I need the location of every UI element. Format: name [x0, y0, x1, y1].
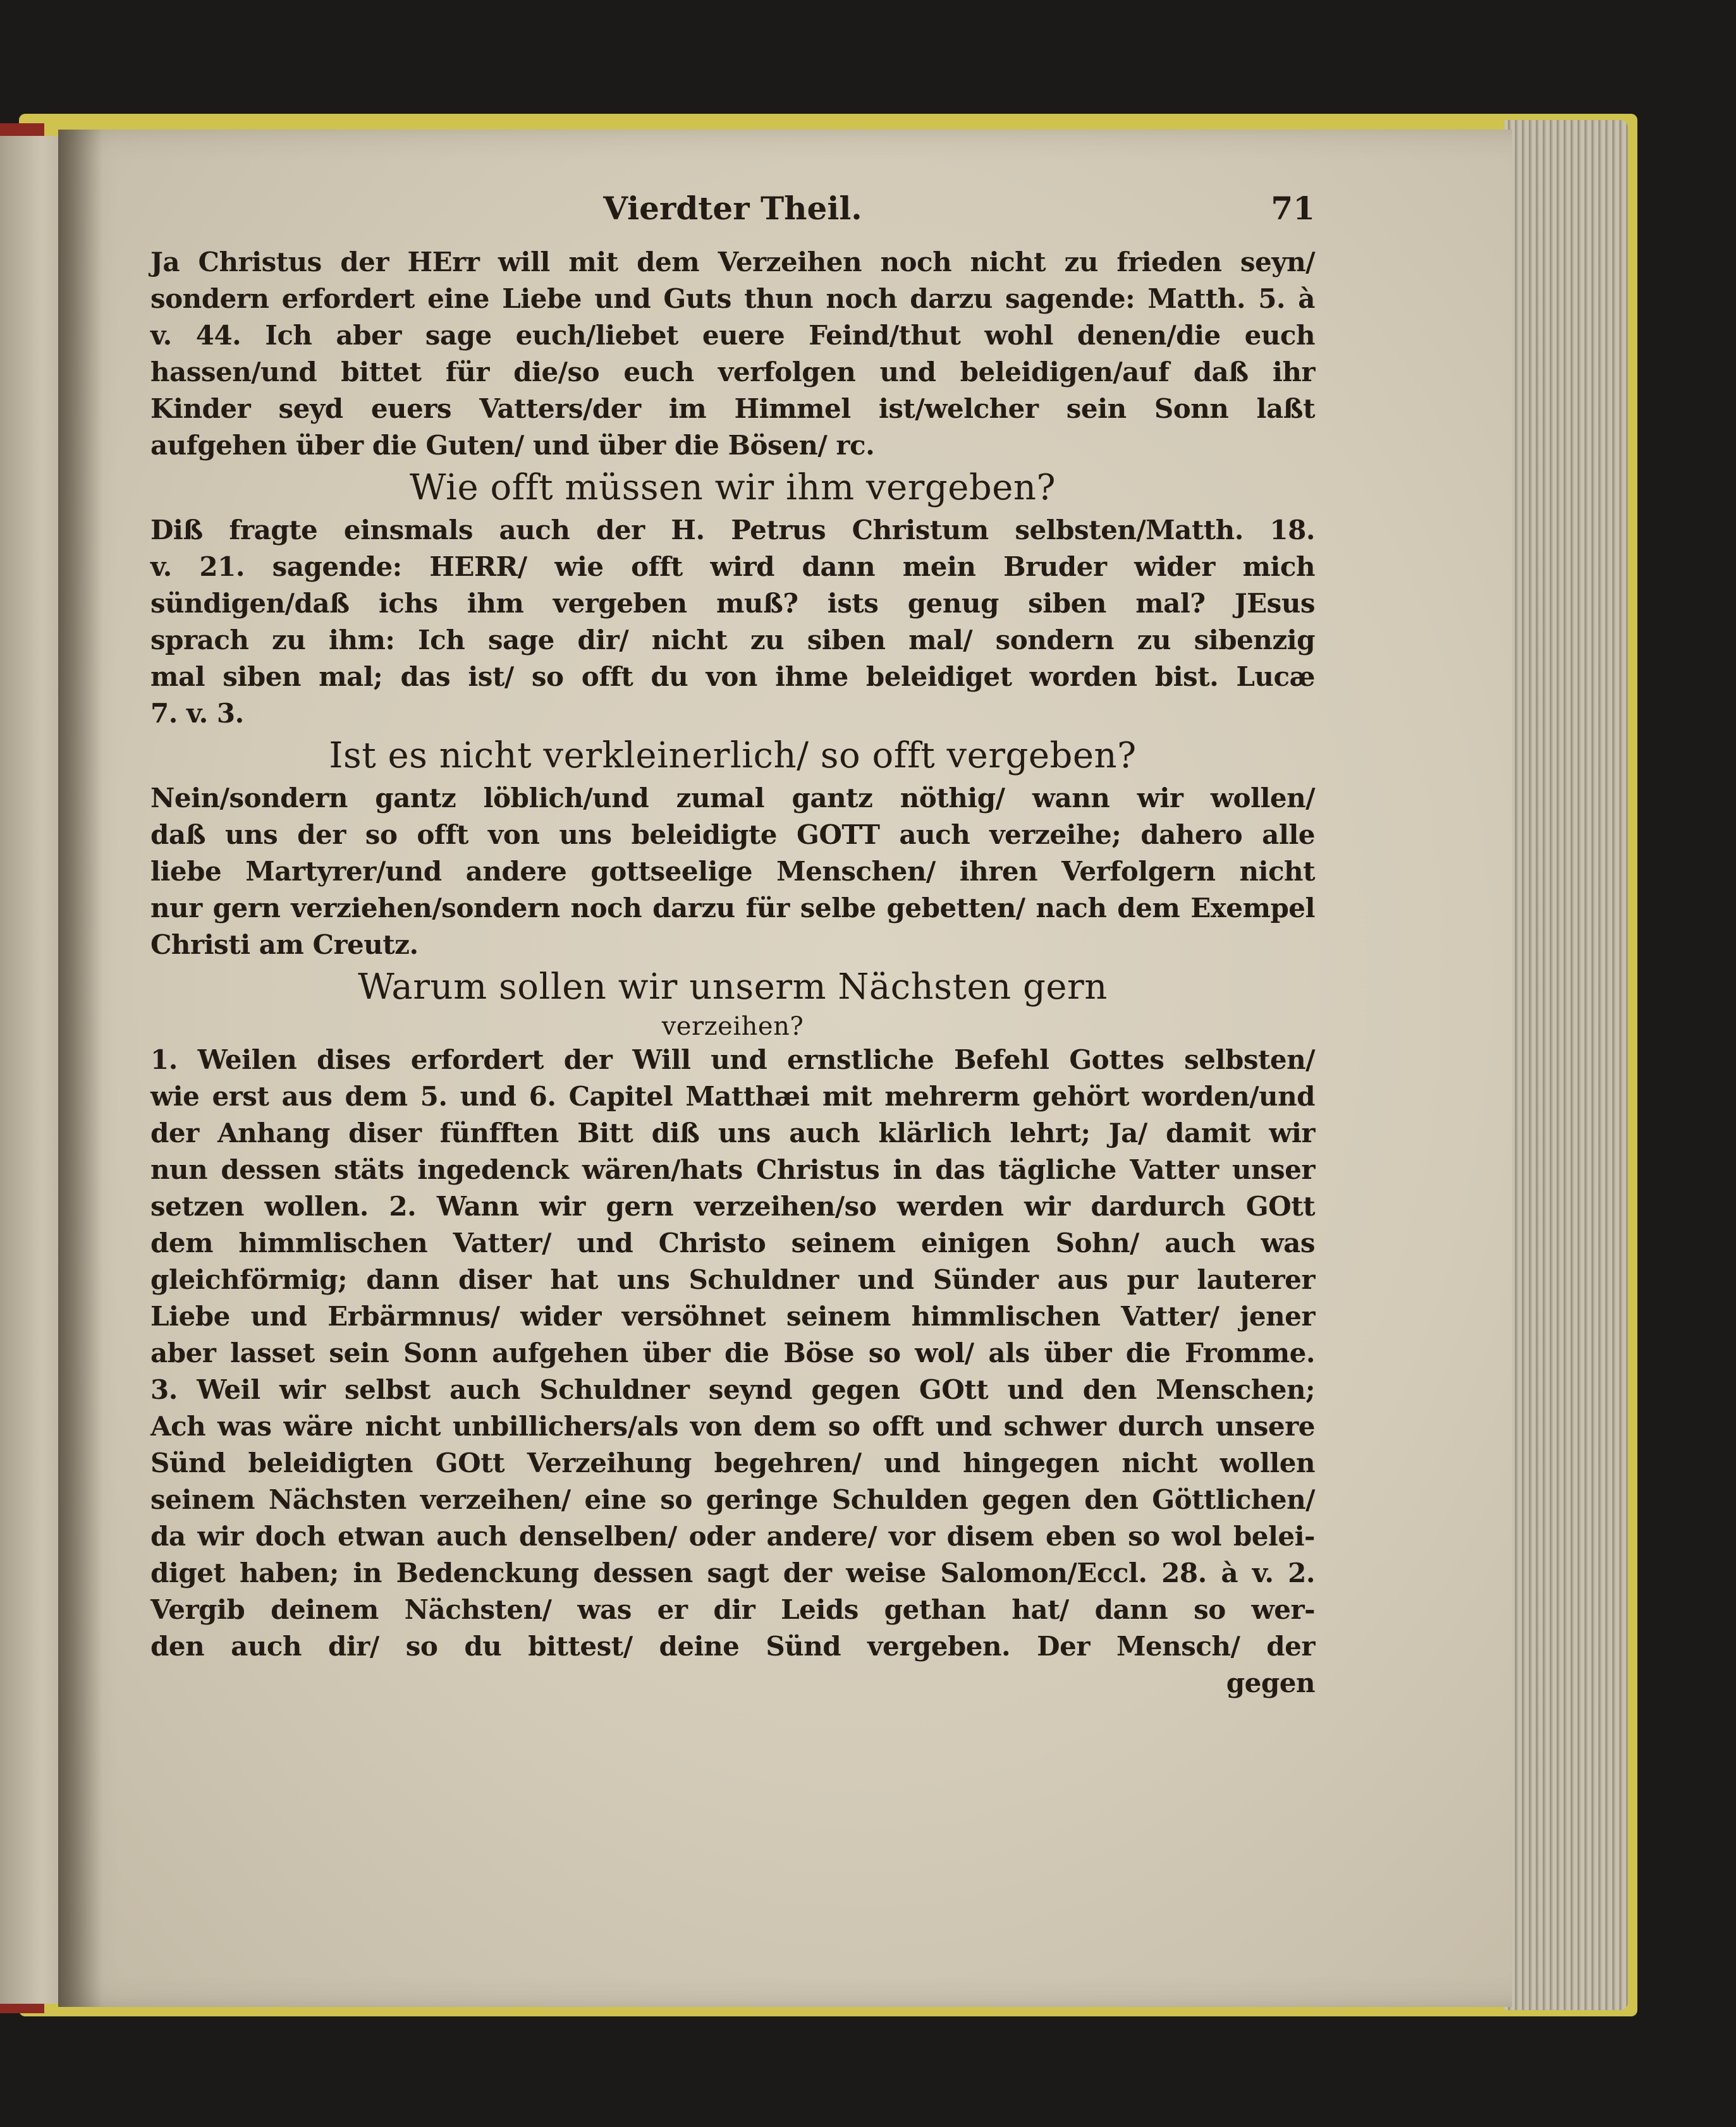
text-line: Ja Christus der HErr will mit dem Verzeihen noch nicht zu frieden seyn/ [150, 247, 1315, 277]
text-line: diget haben; in Bedenckung dessen sagt der weise Salomon/Eccl. 28. à v. 2. [150, 1557, 1315, 1588]
text-line: mal siben mal; das ist/ so offt du von ihme beleidiget worden bist. Lucæ [150, 661, 1315, 692]
text-line: v. 44. Ich aber sage euch/liebet euere Feind/thut wohl denen/die euch [150, 320, 1315, 351]
page-stack-edges [1505, 120, 1628, 2010]
text-line: dem himmlischen Vatter/ und Christo seinem einigen Sohn/ auch was [150, 1228, 1315, 1259]
paragraph-4 [150, 1042, 1315, 1665]
text-line: 3. Weil wir selbst auch Schuldner seynd gegen GOtt und den Menschen; [150, 1374, 1315, 1405]
text-line: seinem Nächsten verzeihen/ eine so geringe Schulden gegen den Göttlichen/ [150, 1484, 1315, 1515]
text-line: liebe Martyrer/und andere gottseelige Menschen/ ihren Verfolgern nicht [150, 856, 1315, 887]
text-line: da wir doch etwan auch denselben/ oder andere/ vor disem eben so wol belei- [150, 1521, 1315, 1552]
text-line: hassen/und bittet für die/so euch verfolgen und beleidigen/auf daß ihr [150, 357, 1315, 387]
text-line: Christi am Creutz. [150, 929, 419, 960]
running-title: Vierdter Theil. [603, 190, 862, 227]
question-heading: Warum sollen wir unserm Nächsten gern [358, 966, 1108, 1008]
paragraph-2 [150, 512, 1315, 732]
text-line: aufgehen über die Guten/ und über die Bösen/ rc. [150, 430, 875, 461]
text-line: Nein/sondern gantz löblich/und zumal gantz nöthig/ wann wir wollen/ [150, 783, 1315, 814]
text-line: gleichförmig; dann diser hat uns Schuldner und Sünder aus pur lauterer [150, 1264, 1315, 1295]
text-line: den auch dir/ so du bittest/ deine Sünd vergeben. Der Mensch/ der [150, 1631, 1315, 1662]
text-line: sondern erfordert eine Liebe und Guts thun noch darzu sagende: Matth. 5. à [150, 283, 1315, 314]
question-heading: Ist es nicht verkleinerlich/ so offt vergeben? [329, 735, 1137, 776]
page-number: 71 [1271, 190, 1315, 227]
text-line: Vergib deinem Nächsten/ was er dir Leids gethan hat/ dann so wer- [150, 1594, 1315, 1625]
question-heading: Wie offt müssen wir ihm vergeben? [410, 467, 1056, 508]
text-line: setzen wollen. 2. Wann wir gern verzeihen/so werden wir dardurch GOtt [150, 1191, 1315, 1222]
text-line: sündigen/daß ichs ihm vergeben muß? ists genug siben mal? JEsus [150, 588, 1315, 619]
running-head [150, 190, 1315, 244]
paragraph-1 [150, 244, 1315, 464]
text-line: wie erst aus dem 5. und 6. Capitel Matthæi mit mehrerm gehört worden/und [150, 1081, 1315, 1112]
text-line: Kinder seyd euers Vatters/der im Himmel ist/welcher sein Sonn laßt [150, 393, 1315, 424]
text-line: Liebe und Erbärmnus/ wider versöhnet seinem himmlischen Vatter/ jener [150, 1301, 1315, 1332]
text-line: Sünd beleidigten GOtt Verzeihung begehren/ und hingegen nicht wollen [150, 1447, 1315, 1478]
text-line: nun dessen stäts ingedenck wären/hats Christus in das tägliche Vatter unser [150, 1154, 1315, 1185]
text-line: Ach was wäre nicht unbillichers/als von dem so offt und schwer durch unsere [150, 1411, 1315, 1442]
text-line: Diß fragte einsmals auch der H. Petrus Christum selbsten/Matth. 18. [150, 515, 1315, 545]
text-line: aber lasset sein Sonn aufgehen über die Böse so wol/ als über die Fromme. [150, 1338, 1315, 1368]
text-line: v. 21. sagende: HERR/ wie offt wird dann mein Bruder wider mich [150, 551, 1315, 582]
text-line: 7. v. 3. [150, 698, 244, 729]
page-text [150, 190, 1315, 1702]
text-line: 1. Weilen dises erfordert der Will und ernstliche Befehl Gottes selbsten/ [150, 1044, 1315, 1075]
paragraph-3 [150, 780, 1315, 963]
text-line: nur gern verziehen/sondern noch darzu für selbe gebetten/ nach dem Exempel [150, 893, 1315, 923]
text-line: daß uns der so offt von uns beleidigte GOTT auch verzeihe; dahero alle [150, 819, 1315, 850]
text-line: sprach zu ihm: Ich sage dir/ nicht zu siben mal/ sondern zu sibenzig [150, 625, 1315, 655]
text-line: der Anhang diser fünfften Bitt diß uns auch klärlich lehrt; Ja/ damit wir [150, 1118, 1315, 1149]
gutter-shadow [58, 130, 102, 2007]
question-heading-continuation: verzeihen? [661, 1012, 804, 1041]
catchword: gegen [1226, 1667, 1315, 1698]
